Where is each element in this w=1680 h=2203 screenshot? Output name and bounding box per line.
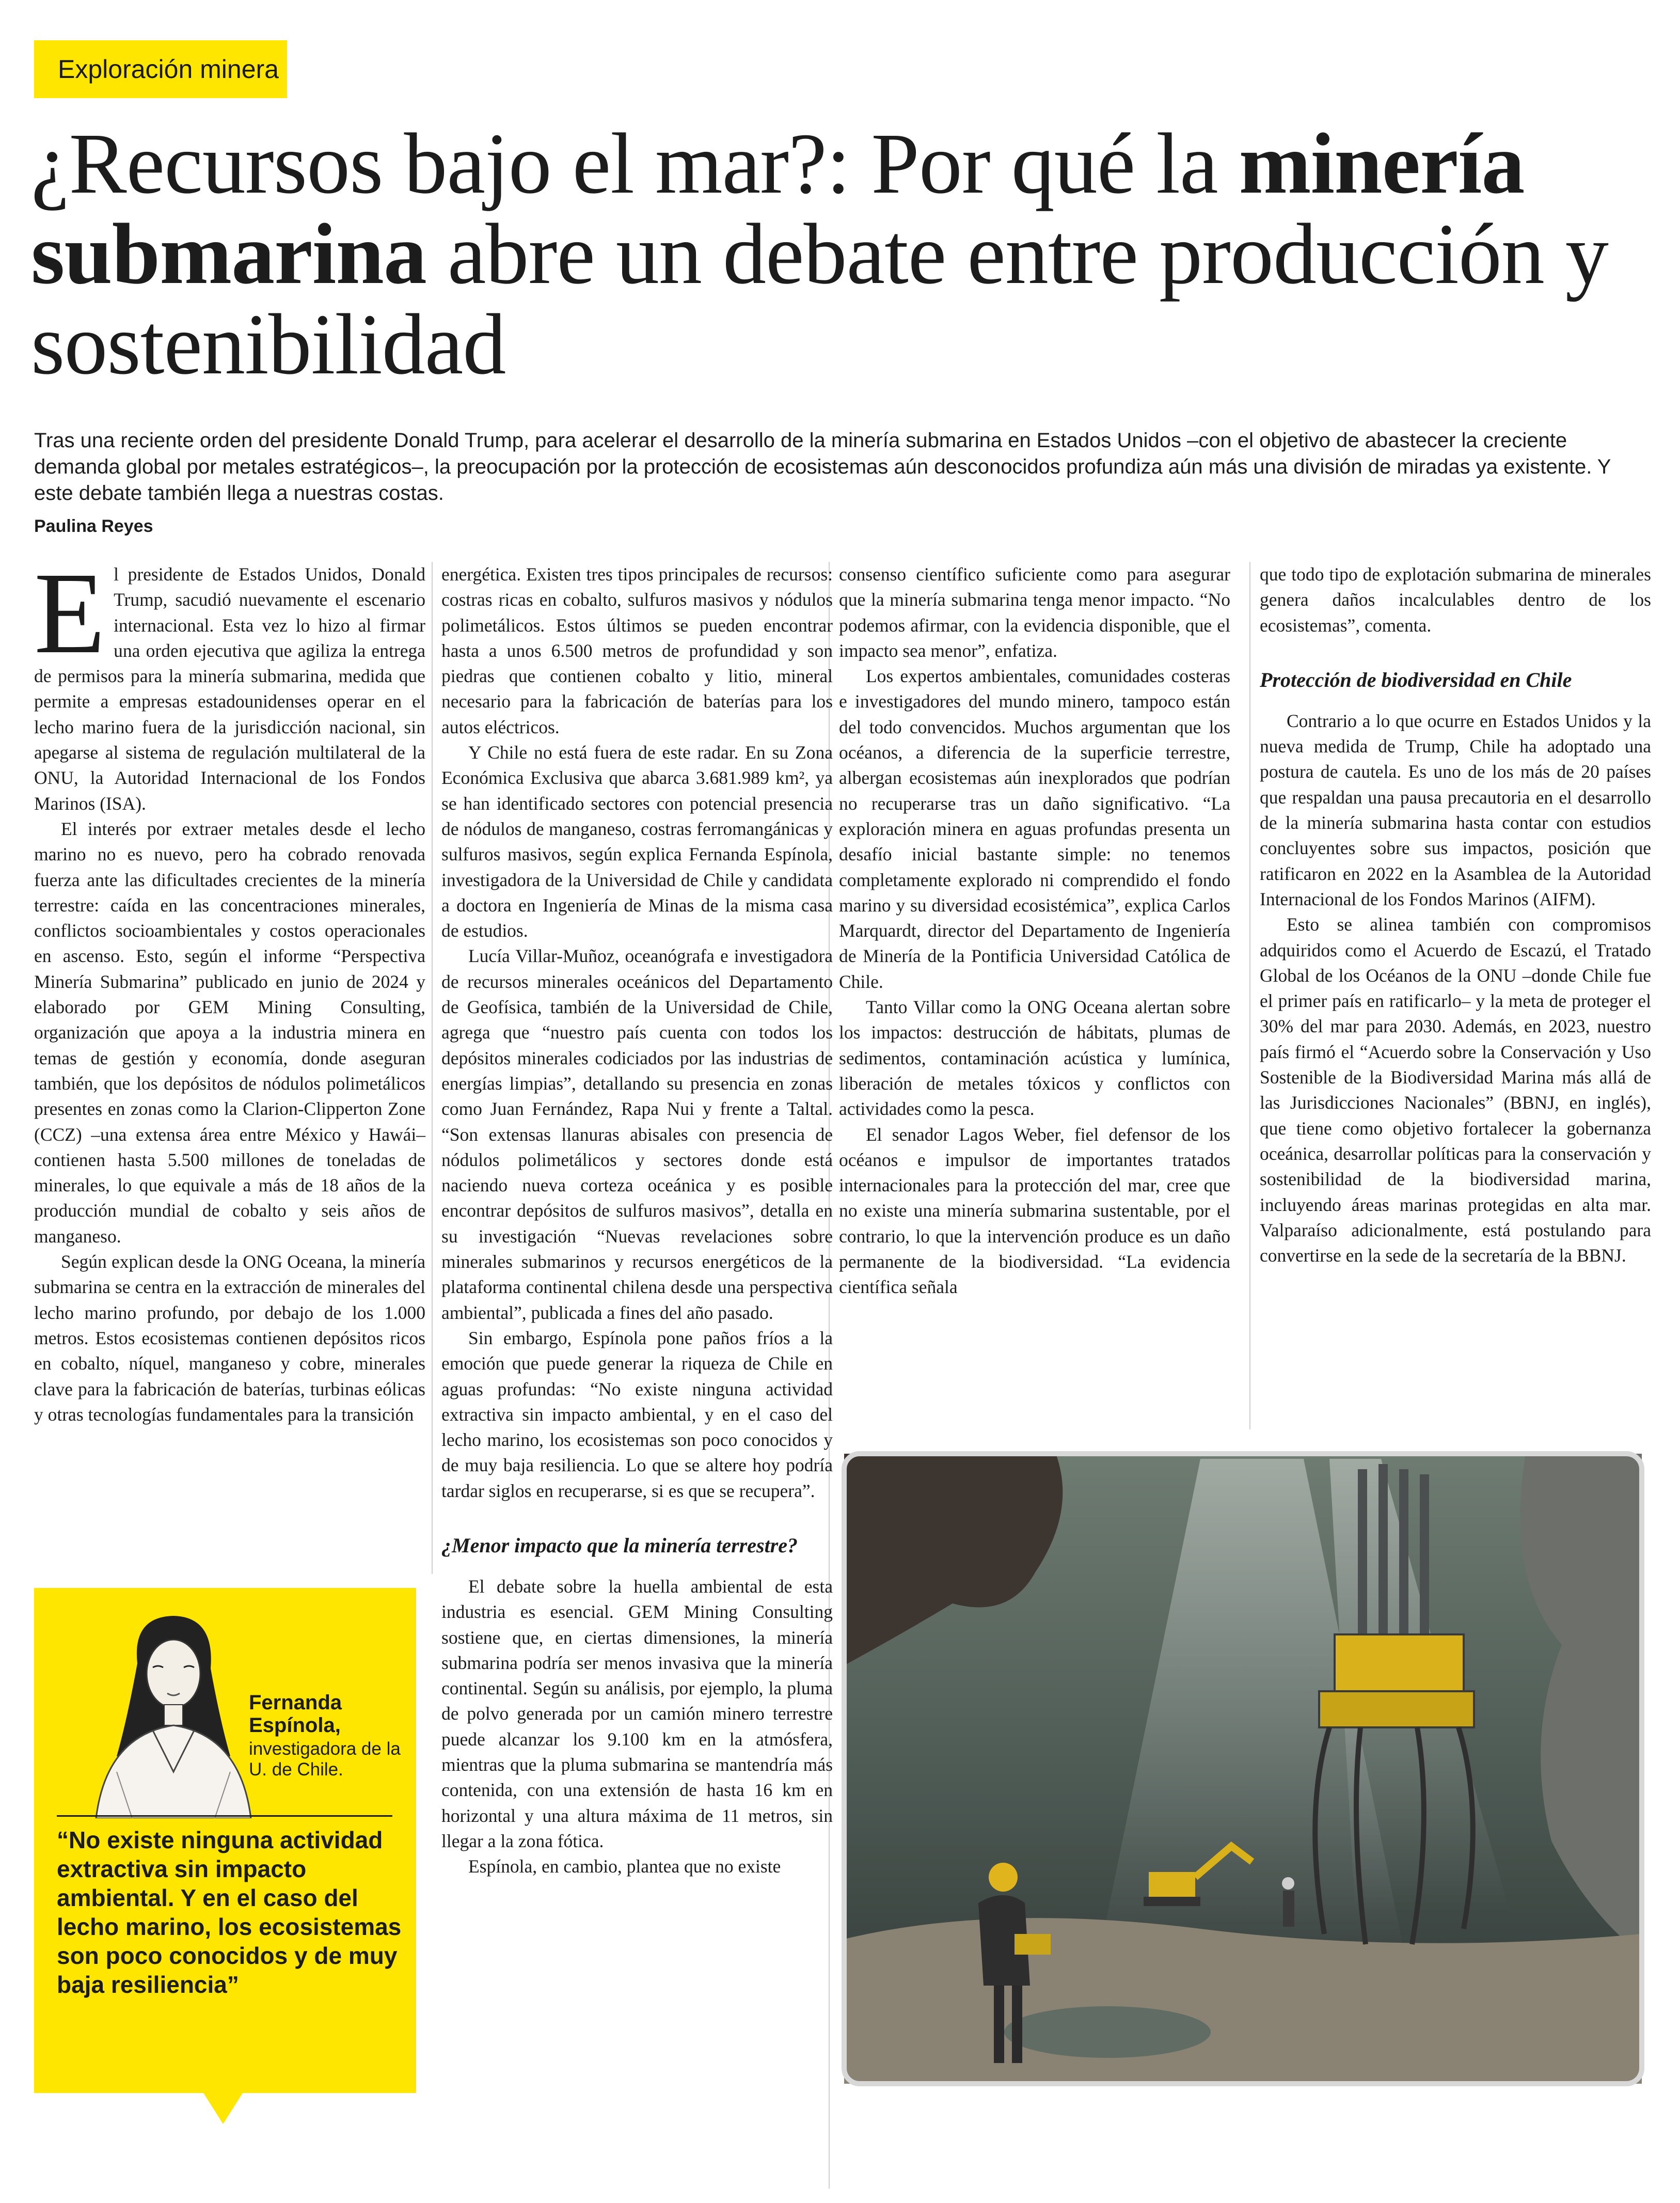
paragraph: El debate sobre la huella ambiental de esta industria es esencial. GEM Mining Consulting sostiene que, en ciertas dimensiones, la minería submarina podría ser menos invasiva que la minería continental. Según su análisis, por ejemplo, la pluma de polvo generada por un camión minero terrestre puede alcanzar los 9.100 km en la atmósfera, mientras que la pluma submarina se mantendría más contenida, con una extensión de hasta 16 km en horizontal y una altura máxima de 11 metros, sin llegar a la zona fótica. bbox=[441, 1576, 833, 1851]
article-column-4 bbox=[1260, 562, 1651, 1440]
pull-quote-text: “No existe ninguna actividad extractiva sin impacto ambiental. Y en el caso del lecho marino, los ecosistemas son poco conocidos y de muy baja resiliencia” bbox=[57, 1827, 402, 1998]
paragraph: energética. Existen tres tipos principales de recursos: costras ricas en cobalto, sulfuros masivos y nódulos polimetálicos. Estos últimos se pueden encontrar hasta a unos 6.500 metros de profundidad y son piedras que contienen cobalto y litio, mineral necesario para la fabricación de baterías para los autos eléctricos. bbox=[441, 564, 833, 737]
paragraph: Según explican desde la ONG Oceana, la minería submarina se centra en la extracción de minerales del lecho marino profundo, por debajo de los 1.000 metros. Estos ecosistemas contienen depósitos ricos en cobalto, níquel, manganeso y cobre, minerales clave para la fabricación de baterías, turbinas eólicas y otras tecnologías fundamentales para la transición bbox=[34, 1251, 425, 1425]
column-divider bbox=[1249, 562, 1250, 1429]
paragraph: El interés por extraer metales desde el lecho marino no es nuevo, pero ha cobrado renovada fuerza ante las dificultades crecientes de la minería terrestre: caída en las concentraciones minerales, conflictos socioambientales y costos operacionales en ascenso. Esto, según el informe “Perspectiva Minería Submarina” publicado en junio de 2024 y elaborado por GEM Mining Consulting, organización que apoya a la industria minera en temas de gestión y economía, donde aseguran también, que los depósitos de nódulos polimetálicos presentes en zonas como la Clarion-Clipperton Zone (CCZ) –una extensa área entre México y Hawái– contienen hasta 5.500 millones de toneladas de minerales, lo que equivale a más de 18 años de la producción mundial de cobalto y seis años de manganeso. bbox=[34, 818, 425, 1247]
headline-part1: ¿Recursos bajo el mar?: Por qué la bbox=[31, 116, 1218, 212]
portrait-image bbox=[75, 1601, 261, 1818]
article-column-2 bbox=[441, 562, 833, 2183]
paragraph bbox=[34, 548, 425, 816]
subheading: ¿Menor impacto que la minería terrestre? bbox=[441, 1533, 798, 1557]
subheading: Protección de biodiversidad en Chile bbox=[1260, 668, 1572, 691]
headline bbox=[31, 116, 1652, 392]
paragraph: Esto se alinea también con compromisos adquiridos como el Acuerdo de Escazú, el Tratado Global de los Océanos de la ONU –donde Chile fue el primer país en ratificarlo– y la meta de proteger el 30% del mar para 2030. Además, en 2023, nuestro país firmó el “Acuerdo sobre la Conservación y Uso Sostenible de la Biodiversidad Marina más allá de las Jurisdicciones Nacionales” (BBNJ, en inglés), que tiene como objetivo fortalecer la gobernanza oceánica, desarrollar políticas para la conservación y sostenibilidad de la biodiversidad marina, incluyendo áreas marinas protegidas en alta mar. Valparaíso adicionalmente, está postulando para convertirse en la sede de la secretaría de la BBNJ. bbox=[1260, 914, 1651, 1266]
deep-sea-mining-illustration bbox=[839, 1449, 1647, 2089]
headline-part2: abre un debate entre producción y sostenibilidad bbox=[31, 206, 1608, 392]
article-column-1 bbox=[34, 548, 425, 1584]
paragraph: Sin embargo, Espínola pone paños fríos a la emoción que puede generar la riqueza de Chile en aguas profundas: “No existe ninguna actividad extractiva sin impacto ambiental, y en el caso del lecho marino, los ecosistemas son poco conocidos y de muy baja resiliencia. Lo que se altere hoy podría tardar siglos en recuperarse, si es que se recupera”. bbox=[441, 1327, 833, 1501]
lead-paragraph: Tras una reciente orden del presidente Donald Trump, para acelerar el desarrollo de la minería submarina en Estados Unidos –con el objetivo de abastecer la creciente demanda global por metales estratégicos–, la preocupación por la protección de ecosistemas aún desconocidos profundiza aún más una división de miradas ya existente. Y este debate también llega a nuestras costas. bbox=[34, 429, 1611, 505]
person-name: Fernanda Espínola, bbox=[249, 1691, 342, 1737]
paragraph: que todo tipo de explotación submarina de minerales genera daños incalculables dentro de los ecosistemas”, comenta. bbox=[1260, 564, 1651, 636]
paragraph: Los expertos ambientales, comunidades costeras e investigadores del mundo minero, tampoco están del todo convencidos. Muchos argumentan que los océanos, a diferencia de la superficie terrestre, albergan ecosistemas aún inexplorados que podrían no recuperarse tras un daño significativo. “La exploración minera en aguas profundas presenta un desafío inicial bastante simple: no tenemos completamente explorado ni comprendido el fondo marino y su diversidad ecosistémica”, explica Carlos Marquardt, director del Departamento de Ingeniería de Minería de la Pontificia Universidad Católica de Chile. bbox=[839, 666, 1230, 992]
paragraph: Contrario a lo que ocurre en Estados Unidos y la nueva medida de Trump, Chile ha adoptado una postura de cautela. Es uno de los más de 20 países que respaldan una pausa precautoria en el desarrollo de la minería submarina hasta contar con estudios concluyentes sobre sus impactos, posición que ratificaron en 2022 en la Asamblea de la Autoridad Internacional de los Fondos Marinos (AIFM). bbox=[1260, 710, 1651, 909]
paragraph-text: l presidente de Estados Unidos, Donald Trump, sacudió nuevamente el escenario internacional. Esta vez lo hizo al firmar una orden ejecutiva que agiliza la entrega de permisos para la minería submarina, medida que permite a empresas estadounidenses operar en el lecho marino fuera de la jurisdicción nacional, sin apegarse al sistema de regulación multilateral de la ONU, la Autoridad Internacional de los Fondos Marinos (ISA). bbox=[34, 564, 425, 814]
worker-figure bbox=[1282, 1877, 1294, 1927]
paragraph: Tanto Villar como la ONG Oceana alertan sobre los impactos: destrucción de hábitats, plumas de sedimentos, contaminación acústica y lumínica, liberación de metales tóxicos y conflictos con actividades como la pesca. bbox=[839, 997, 1230, 1120]
byline: Paulina Reyes bbox=[34, 516, 153, 536]
section-tag: Exploración minera bbox=[34, 40, 287, 98]
paragraph: consenso científico suficiente como para asegurar que la minería submarina tenga menor impacto. “No podemos afirmar, con la evidencia disponible, que el impacto sea menor”, enfatiza. bbox=[839, 564, 1230, 661]
drop-cap: E bbox=[34, 548, 106, 678]
headline-bold: minería submarina bbox=[31, 116, 1525, 302]
quote-rule bbox=[57, 1815, 392, 1817]
person-role: investigadora de la U. de Chile. bbox=[249, 1739, 401, 1780]
paragraph: Espínola, en cambio, plantea que no existe bbox=[468, 1856, 781, 1877]
paragraph: Y Chile no está fuera de este radar. En su Zona Económica Exclusiva que abarca 3.681.989 km², ya se han identificado sectores con potencial presencia de nódulos de manganeso, costras ferromangánicas y sulfuros masivos, según explica Fernanda Espínola, investigadora de la Universidad de Chile y candidata a doctora en Ingeniería de Minas de la misma casa de estudios. bbox=[441, 742, 833, 941]
paragraph: El senador Lagos Weber, fiel defensor de los océanos e impulsor de importantes tratados internacionales para la protección del mar, cree que no existe una minería submarina sustentable, por el contrario, lo que la intervención produce es un daño permanente de la biodiversidad. “La evidencia científica señala bbox=[839, 1124, 1230, 1298]
article-column-3 bbox=[839, 562, 1230, 1460]
pull-quote-box bbox=[34, 1588, 416, 2093]
column-divider bbox=[432, 562, 433, 1574]
paragraph: Lucía Villar-Muñoz, oceanógrafa e investigadora de recursos minerales oceánicos del Departamento de Geofísica, también de la Universidad de Chile, agrega que “nuestro país cuenta con todos los depósitos minerales codiciados por las industrias de energías limpias”, detallando su presencia en zonas como Juan Fernández, Rapa Nui y frente a Taltal. “Son extensas llanuras abisales con presencia de nódulos polimetálicos y sectores donde está naciendo nueva corteza oceánica y es posible encontrar depósitos de sulfuros masivos”, detalla en su investigación “Nuevas revelaciones sobre minerales submarinos y recursos energéticos de la plataforma continental chilena desde una perspectiva ambiental”, publicada a fines del año pasado. bbox=[441, 946, 833, 1323]
